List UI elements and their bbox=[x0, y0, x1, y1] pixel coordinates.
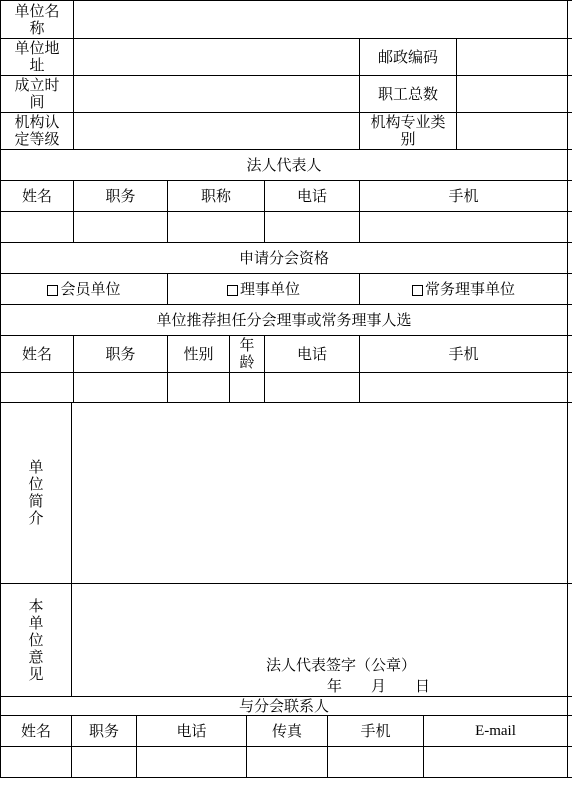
field-specialty[interactable] bbox=[457, 113, 567, 149]
field-legal-rep-title[interactable] bbox=[168, 212, 264, 242]
field-cert-level[interactable] bbox=[74, 113, 359, 149]
date-month-label: 月 bbox=[371, 677, 387, 695]
option-director-unit[interactable] bbox=[168, 274, 359, 304]
field-contact-email[interactable] bbox=[424, 747, 567, 777]
col-header: E-mail bbox=[475, 722, 516, 739]
col-header: 电话 bbox=[296, 186, 327, 205]
label-char: 本 bbox=[28, 596, 44, 615]
option-label: 会员单位 bbox=[60, 279, 121, 298]
field-contact-fax[interactable] bbox=[247, 747, 327, 777]
field-recommend-gender[interactable] bbox=[168, 373, 229, 402]
field-recommend-age[interactable] bbox=[230, 373, 264, 402]
field-staff-total[interactable] bbox=[457, 76, 567, 112]
field-postal-code[interactable] bbox=[457, 39, 567, 75]
field-recommend-phone[interactable] bbox=[265, 373, 359, 402]
field-unit-opinion[interactable] bbox=[72, 584, 567, 696]
label-specialty: 机构专业类别 bbox=[370, 113, 446, 148]
section-header-qualification: 申请分会资格 bbox=[238, 248, 329, 267]
label-established: 成立时间 bbox=[14, 76, 60, 111]
field-unit-intro[interactable] bbox=[72, 403, 567, 583]
col-header: 手机 bbox=[360, 721, 391, 740]
col-header: 年龄 bbox=[239, 336, 255, 371]
option-label: 理事单位 bbox=[239, 279, 300, 298]
field-unit-name[interactable] bbox=[74, 1, 567, 38]
section-header-contact: 与分会联系人 bbox=[238, 696, 329, 715]
field-legal-rep-phone[interactable] bbox=[265, 212, 359, 242]
rule bbox=[567, 0, 568, 778]
field-unit-address[interactable] bbox=[74, 39, 359, 75]
field-legal-rep-mobile[interactable] bbox=[360, 212, 567, 242]
field-established[interactable] bbox=[74, 76, 359, 112]
field-recommend-mobile[interactable] bbox=[360, 373, 567, 402]
field-legal-rep-position[interactable] bbox=[74, 212, 167, 242]
col-header: 职务 bbox=[88, 721, 119, 740]
field-contact-position[interactable] bbox=[72, 747, 136, 777]
label-char: 位 bbox=[28, 475, 44, 493]
col-header: 传真 bbox=[271, 721, 302, 740]
col-header: 电话 bbox=[176, 721, 207, 740]
section-header-legal-rep: 法人代表人 bbox=[246, 155, 322, 174]
label-cert-level: 机构认定等级 bbox=[14, 113, 60, 148]
label-char: 单 bbox=[28, 613, 44, 632]
label-char: 简 bbox=[28, 492, 44, 510]
label-postal-code: 邮政编码 bbox=[377, 47, 438, 66]
label-unit-address: 单位地址 bbox=[14, 39, 60, 74]
label-char bbox=[28, 459, 43, 527]
label-char: 见 bbox=[28, 664, 44, 683]
checkbox[interactable] bbox=[47, 285, 58, 296]
col-header: 职务 bbox=[105, 186, 136, 205]
label-char bbox=[28, 598, 43, 683]
col-header: 姓名 bbox=[20, 721, 51, 740]
field-recommend-position[interactable] bbox=[74, 373, 167, 402]
label-char: 介 bbox=[28, 509, 44, 527]
section-header-recommend: 单位推荐担任分会理事或常务理事人选 bbox=[156, 310, 412, 329]
rule bbox=[0, 777, 572, 778]
field-contact-name[interactable] bbox=[1, 747, 71, 777]
option-label: 常务理事单位 bbox=[424, 279, 515, 298]
field-contact-mobile[interactable] bbox=[328, 747, 423, 777]
label-char: 意 bbox=[28, 647, 44, 666]
legal-rep-signature-label: 法人代表签字（公章） bbox=[266, 656, 417, 674]
date-day-label: 日 bbox=[415, 677, 431, 695]
col-header: 性别 bbox=[183, 344, 214, 363]
date-year-label: 年 bbox=[327, 677, 343, 695]
label-char: 位 bbox=[28, 630, 44, 649]
label-unit-name: 单位名称 bbox=[14, 1, 60, 37]
col-header: 手机 bbox=[448, 186, 479, 205]
col-header: 姓名 bbox=[21, 186, 52, 205]
option-standing-director-unit[interactable] bbox=[360, 274, 567, 304]
col-header: 职称 bbox=[200, 186, 231, 205]
col-header: 职务 bbox=[105, 344, 136, 363]
col-header: 电话 bbox=[296, 344, 327, 363]
checkbox[interactable] bbox=[412, 285, 423, 296]
col-header: 手机 bbox=[448, 344, 479, 363]
option-member-unit[interactable] bbox=[1, 274, 167, 304]
field-legal-rep-name[interactable] bbox=[1, 212, 73, 242]
col-header: 姓名 bbox=[21, 344, 52, 363]
label-char: 单 bbox=[28, 458, 44, 476]
checkbox[interactable] bbox=[227, 285, 238, 296]
field-recommend-name[interactable] bbox=[1, 373, 73, 402]
label-unit-intro bbox=[26, 403, 46, 583]
label-unit-opinion bbox=[26, 584, 46, 696]
label-staff-total: 职工总数 bbox=[377, 84, 438, 103]
field-contact-phone[interactable] bbox=[137, 747, 246, 777]
